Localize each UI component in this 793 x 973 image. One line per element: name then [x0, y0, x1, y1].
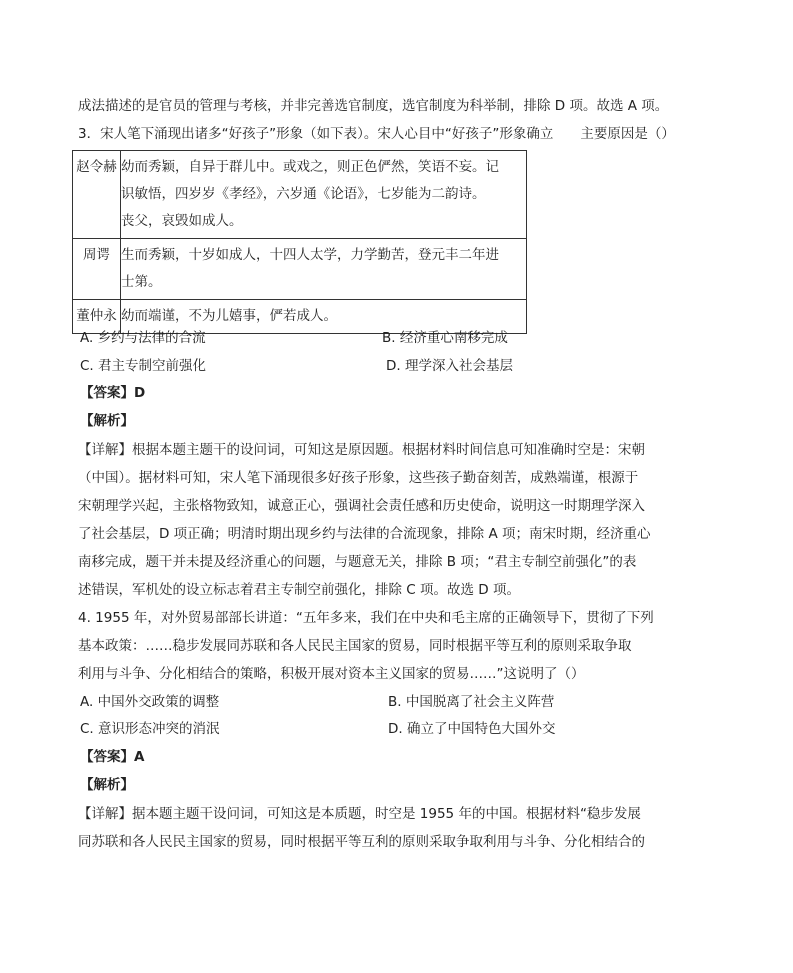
- q3-answer: [80, 383, 145, 403]
- q3-option-c: C. 君主专制空前强化: [80, 358, 207, 374]
- table-cell-content: [121, 239, 527, 300]
- q3-analysis-line: 宋朝理学兴起，主张格物致知，诚意正心，强调社会责任感和历史使命，说明这一时期理学深入: [78, 498, 645, 514]
- prev-analysis-tail: 成法描述的是官员的管理与考核，并非完善选官制度，选官制度为科举制，排除 D 项。故选 A 项。: [78, 98, 669, 114]
- q4-option-c: C. 意识形态冲突的消泯: [80, 721, 220, 737]
- q4-option-d: D. 确立了中国特色大国外交: [388, 721, 556, 737]
- q3-table: [72, 150, 527, 334]
- q3-analysis-line: 南移完成，题干并未提及经济重心的问题，与题意无关，排除 B 项；“君主专制空前强化”的表: [78, 554, 637, 570]
- table-cell-name: 董仲永: [73, 300, 121, 334]
- table-cell-content: [121, 151, 527, 239]
- q4-answer: [80, 747, 144, 767]
- q4-option-b: B. 中国脱离了社会主义阵营: [388, 694, 555, 710]
- answer-label: 【答案】: [80, 749, 134, 765]
- answer-label: 【答案】: [80, 385, 134, 401]
- q4-option-a: A. 中国外交政策的调整: [80, 694, 220, 710]
- q3-option-d: D. 理学深入社会基层: [386, 358, 513, 374]
- table-row: [73, 151, 527, 239]
- table-row: [73, 239, 527, 300]
- q4-stem-line: 利用与斗争、分化相结合的策略，积极开展对资本主义国家的贸易……”这说明了（）: [78, 666, 585, 682]
- q3-analysis-label: 【解析】: [80, 413, 134, 429]
- answer-value: D: [134, 385, 146, 401]
- table-line: 幼而秀颖，自异于群儿中。或戏之，则正色俨然，笑语不妄。记: [121, 159, 499, 175]
- q3-analysis-line: 述错误，军机处的设立标志着君主专制空前强化，排除 C 项。故选 D 项。: [78, 582, 520, 598]
- table-line: 士第。: [121, 274, 162, 290]
- q3-option-b: B. 经济重心南移完成: [382, 330, 508, 346]
- q3-analysis-line: 【详解】根据本题主题干的设问词，可知这是原因题。根据材料时间信息可知准确时空是：宋朝: [78, 442, 645, 458]
- table-cell-name: 赵令赫: [73, 151, 121, 239]
- q3-analysis-line: 了社会基层，D 项正确；明清时期出现乡约与法律的合流现象，排除 A 项；南宋时期，经济重心: [78, 526, 651, 542]
- q3-option-a: A. 乡约与法律的合流: [80, 330, 206, 346]
- table-line: 丧父，哀毁如成人。: [121, 213, 243, 229]
- table-line: 生而秀颖，十岁如成人，十四人太学，力学勤苦，登元丰二年进: [121, 247, 499, 263]
- q4-analysis-line: 同苏联和各人民民主国家的贸易，同时根据平等互利的原则采取争取利用与斗争、分化相结合的: [78, 834, 645, 850]
- q3-analysis-line: （中国）。据材料可知，宋人笔下涌现很多好孩子形象，这些孩子勤奋刻苦，成熟端谨，根源于: [78, 470, 639, 486]
- table-line: 识敏悟，四岁岁《孝经》，六岁通《论语》，七岁能为二韵诗。: [121, 186, 486, 202]
- q4-stem-line: 4. 1955 年，对外贸易部部长讲道：“五年多来，我们在中央和毛主席的正确领导下，贯彻了下列: [78, 610, 654, 626]
- table-line: 幼而端谨，不为儿嬉事，俨若成人。: [121, 308, 337, 324]
- q3-stem: 3．宋人笔下涌现出诸多“好孩子”形象（如下表）。宋人心目中“好孩子”形象确立 主要原因是（）: [78, 126, 675, 142]
- answer-value: A: [134, 749, 145, 765]
- q4-stem-line: 基本政策：……稳步发展同苏联和各人民民主国家的贸易，同时根据平等互利的原则采取争取: [78, 638, 632, 654]
- q4-analysis-label: 【解析】: [80, 777, 134, 793]
- q4-analysis-line: 【详解】据本题主题干设问词，可知这是本质题，时空是 1955 年的中国。根据材料“稳步发展: [78, 806, 641, 822]
- table-cell-name: 周谔: [73, 239, 121, 300]
